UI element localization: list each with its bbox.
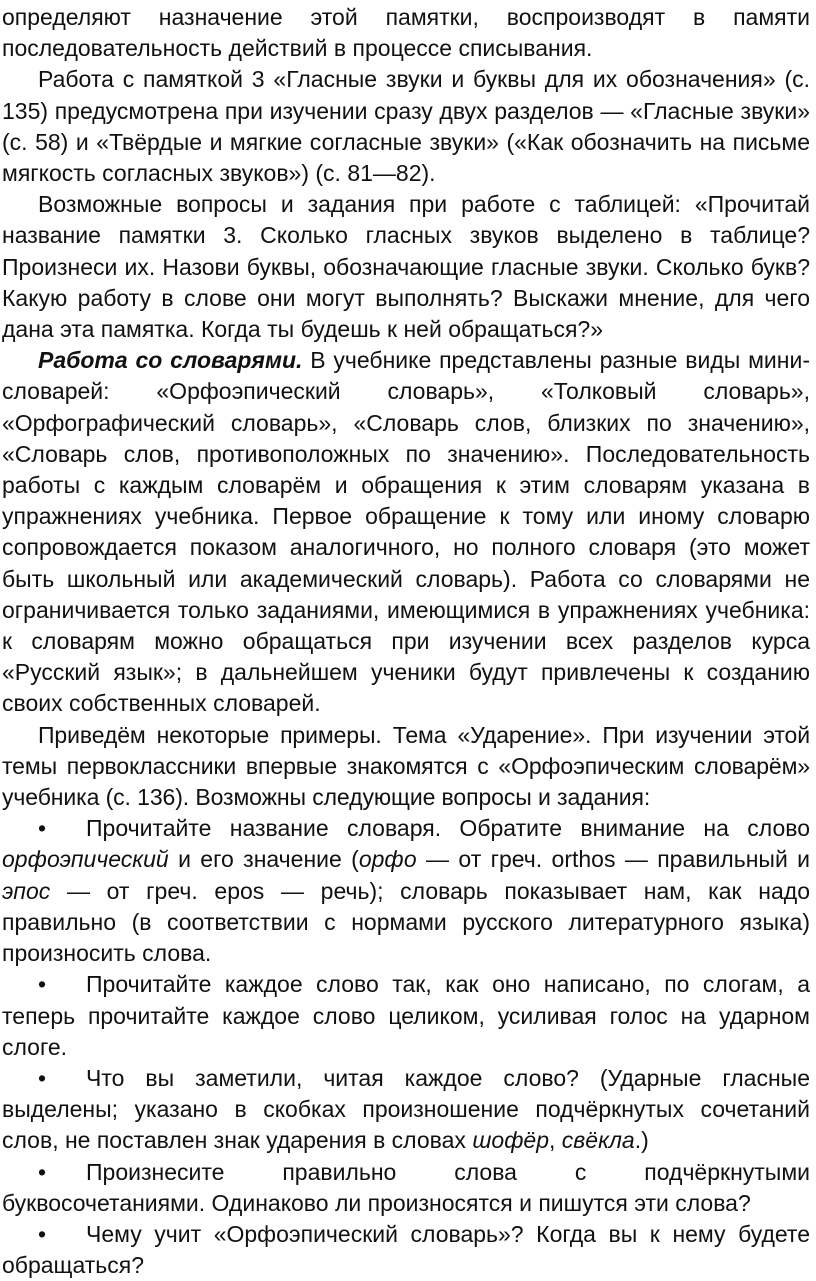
paragraph-examples-text: Приведём некоторые примеры. Тема «Ударение». При изучении этой темы первоклассники впервые знакомятся с «Орфоэпическим словарём» учебника (с. 136). Возможны следующие вопросы и задания: <box>2 721 810 811</box>
bullet-icon: • <box>38 815 47 842</box>
term-orfo: орфо <box>358 846 417 873</box>
term-svekla: свёкла <box>561 1127 635 1154</box>
bullet-1-text-c: — от греч. orthos — правильный и <box>416 846 811 873</box>
term-orthoepic: орфоэпический <box>2 846 169 873</box>
paragraph-questions <box>2 189 810 345</box>
list-item <box>2 1219 810 1281</box>
paragraph-memo <box>2 64 810 189</box>
term-epos: эпос <box>2 877 51 904</box>
bullet-1-text-b: и его значение ( <box>168 846 359 873</box>
dictionaries-heading: Работа со словарями. <box>38 347 303 374</box>
list-item <box>2 813 810 969</box>
bullet-icon: • <box>38 1158 47 1185</box>
bullet-icon: • <box>38 1220 47 1247</box>
bullet-3-separator: , <box>549 1127 562 1154</box>
bullet-3-text-end: .) <box>634 1127 649 1154</box>
bullet-icon: • <box>38 971 47 998</box>
paragraph-examples <box>2 720 810 814</box>
term-shofer: шофёр <box>472 1127 549 1154</box>
bullet-1-text-a: Прочитайте название словаря. Обратите внимание на слово <box>86 815 810 842</box>
paragraph-intro-text: определяют назначение этой памятки, воспроизводят в памяти последовательность действий в процессе списывания. <box>2 4 810 62</box>
bullet-5-text: Чему учит «Орфоэпический словарь»? Когда вы к нему будете обращаться? <box>2 1220 810 1279</box>
list-item <box>2 1063 810 1157</box>
paragraph-intro <box>2 2 810 64</box>
paragraph-questions-text: Возможные вопросы и задания при работе с таблицей: «Прочитай название памятки 3. Сколько гласных звуков выделено в таблице? Произнеси их. Назови буквы, обозначающие гласные звуки. Сколько букв? Какую работу в слове они могут выполнять? Выскажи мнение, для чего дана эта памятка. Когда ты будешь к ней обращаться?» <box>2 191 810 343</box>
bullet-icon: • <box>38 1064 47 1091</box>
bullet-4-text: Произнесите правильно слова с подчёркнутыми буквосочетаниями. Одинаково ли произносятся и пишутся эти слова? <box>2 1158 810 1216</box>
bullet-3-text-a: Что вы заметили, читая каждое слово? (Ударные гласные выделены; указано в скобках произношение подчёркнутых сочетаний слов, не поставлен знак ударения в словах <box>2 1064 810 1154</box>
list-item <box>2 969 810 1063</box>
paragraph-dictionaries <box>2 345 810 719</box>
bullet-1-text-d: — от греч. epos — речь); словарь показывает нам, как надо правильно (в соответствии с нормами русского литературного языка) произносить слова. <box>2 877 810 967</box>
bullet-2-text: Прочитайте каждое слово так, как оно написано, по слогам, а теперь прочитайте каждое слово целиком, усиливая голос на ударном слоге. <box>2 971 810 1060</box>
document-page <box>2 2 810 1281</box>
paragraph-memo-text: Работа с памяткой 3 «Гласные звуки и буквы для их обозначения» (с. 135) предусмотрена при изучении сразу двух разделов — «Гласные звуки» (с. 58) и «Твёрдые и мягкие согласные звуки» («Как обозначить на письме мягкость согласных звуков») (с. 81—82). <box>2 66 810 187</box>
dictionaries-body: В учебнике представлены разные виды мини-словарей: «Орфоэпический словарь», «Толковый словарь», «Орфографический словарь», «Словарь слов, близких по значению», «Словарь слов, противоположных по значению». Последовательность работы с каждым словарём и обращения к этим словарям указана в упражнениях учебника. Первое обращение к тому или иному словарю сопровождается показом аналогичного, но полного словаря (это может быть школьный или академический словарь). Работа со словарями не ограничивается только заданиями, имеющимися в упражнениях учебника: к словарям можно обращаться при изучении всех разделов курса «Русский язык»; в дальнейшем ученики будут привлечены к созданию своих собственных словарей. <box>2 347 810 717</box>
